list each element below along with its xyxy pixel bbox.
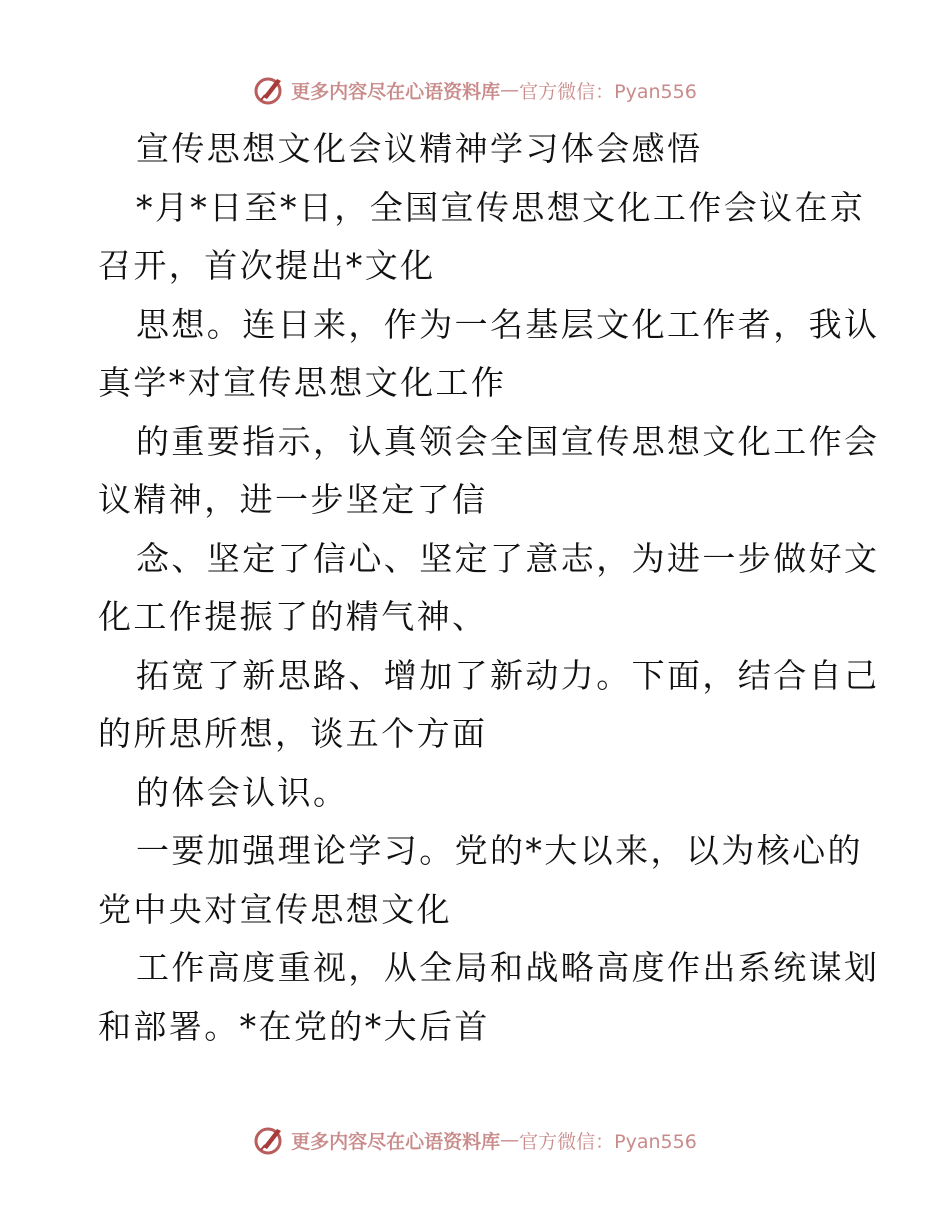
document-line: 议精神，进一步坚定了信 — [98, 480, 488, 519]
banner-main-text: 更多内容尽在心语资料库 — [291, 1130, 501, 1153]
document-line: 党中央对宣传思想文化 — [98, 889, 452, 929]
document-line: 宣传思想文化会议精神学习体会感悟 — [136, 129, 703, 168]
document-line: 召开，首次提出*文化 — [98, 246, 436, 285]
document-line: 的所思所想，谈五个方面 — [98, 714, 488, 753]
document-line: 和部署。*在党的*大后首 — [98, 1006, 490, 1046]
document-line: 一要加强理论学习。党的*大以来，以为核心的 — [136, 831, 863, 870]
document-line: 的重要指示，认真领会全国宣传思想文化工作会 — [136, 421, 880, 461]
document-line: 工作高度重视，从全局和战略高度作出系统谋划 — [136, 948, 880, 987]
header-banner — [0, 70, 950, 110]
document-line: 思想。连日来，作为一名基层文化工作者，我认 — [136, 304, 880, 344]
document-line: 真学*对宣传思想文化工作 — [98, 363, 507, 402]
banner-wechat-text: 官方微信：Pyan556 — [519, 1130, 697, 1153]
banner-separator: — — [500, 1129, 520, 1151]
banner-wechat-text: 官方微信：Pyan556 — [519, 80, 697, 103]
document-line: 的体会认识。 — [136, 772, 349, 812]
banner-separator: — — [500, 79, 520, 101]
quill-circle-logo-icon — [253, 1123, 287, 1157]
document-line: 念、坚定了信心、坚定了意志，为进一步做好文 — [136, 538, 880, 578]
banner-main-text: 更多内容尽在心语资料库 — [291, 80, 501, 103]
footer-banner — [0, 1120, 950, 1160]
document-line: *月*日至*日，全国宣传思想文化工作会议在京 — [136, 187, 866, 227]
document-line: 拓宽了新思路、增加了新动力。下面，结合自己 — [136, 655, 880, 695]
document-line: 化工作提振了的精气神、 — [98, 597, 488, 636]
document-body — [98, 120, 880, 1056]
quill-circle-logo-icon — [253, 73, 287, 107]
